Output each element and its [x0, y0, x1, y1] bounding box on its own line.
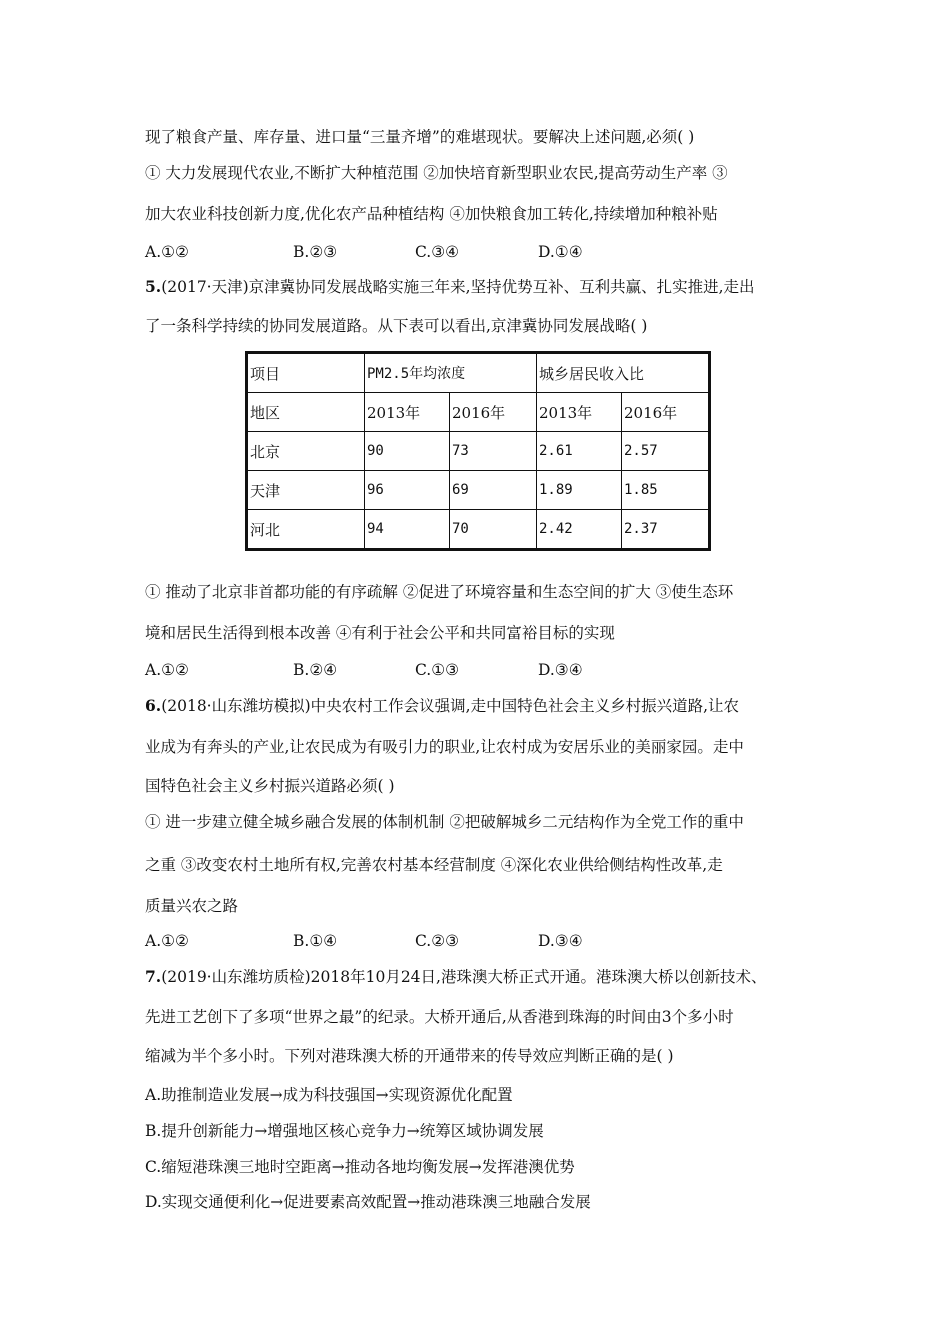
q5-option-b: B.②④	[293, 661, 338, 679]
q5-option-c: C.①③	[415, 661, 460, 679]
q4-option-b: B.②③	[293, 243, 338, 261]
q7-stem-text: (2019·山东潍坊质检)2018年10月24日,港珠澳大桥正式开通。港珠澳大桥以创新技术、	[161, 968, 767, 986]
table-year-header: 2013年	[537, 393, 622, 432]
q4-option-d: D.①④	[538, 243, 583, 261]
q6-stem-line: 业成为有奔头的产业,让农民成为有吸引力的职业,让农村成为安居乐业的美丽家园。走中	[145, 738, 744, 756]
table-corner-top: 项目	[247, 353, 365, 393]
q5-number: 5.	[145, 277, 162, 296]
q5-stem-line	[145, 277, 755, 297]
table-cell: 1.85	[622, 471, 710, 510]
table-year-row	[247, 393, 710, 432]
q4-items-line: ① 大力发展现代农业,不断扩大种植范围 ②加快培育新型职业农民,提高劳动生产率 ③	[145, 164, 728, 182]
table-year-header: 2013年	[365, 393, 450, 432]
q7-option-d: D.实现交通便利化→促进要素高效配置→推动港珠澳三地融合发展	[145, 1193, 591, 1211]
q6-stem-line	[145, 696, 739, 716]
table-cell: 2.61	[537, 432, 622, 471]
q7-option-b: B.提升创新能力→增强地区核心竞争力→统筹区域协调发展	[145, 1122, 544, 1140]
table-group-header-income-ratio: 城乡居民收入比	[537, 353, 710, 393]
table-row	[247, 471, 710, 510]
q7-option-a: A.助推制造业发展→成为科技强国→实现资源优化配置	[145, 1086, 513, 1104]
q4-option-c: C.③④	[415, 243, 460, 261]
q4-option-a: A.①②	[145, 243, 189, 261]
q6-items-line: 质量兴农之路	[145, 897, 239, 915]
q5-stem-line: 了一条科学持续的协同发展道路。从下表可以看出,京津冀协同发展战略( )	[145, 317, 648, 335]
q6-option-d: D.③④	[538, 932, 583, 950]
q6-option-c: C.②③	[415, 932, 460, 950]
q7-option-c: C.缩短港珠澳三地时空距离→推动各地均衡发展→发挥港澳优势	[145, 1158, 575, 1176]
q7-stem-line: 先进工艺创下了多项“世界之最”的纪录。大桥开通后,从香港到珠海的时间由3个多小时	[145, 1008, 734, 1026]
table-region-cell: 天津	[247, 471, 365, 510]
table-row	[247, 510, 710, 550]
table-cell: 1.89	[537, 471, 622, 510]
q7-number: 7.	[145, 967, 162, 986]
q5-items-line: 境和居民生活得到根本改善 ④有利于社会公平和共同富裕目标的实现	[145, 624, 615, 642]
table-cell: 2.57	[622, 432, 710, 471]
q6-option-b: B.①④	[293, 932, 338, 950]
table-group-header-pm25: PM2.5年均浓度	[365, 353, 537, 393]
table-row	[247, 432, 710, 471]
table-cell: 2.42	[537, 510, 622, 550]
table-region-cell: 河北	[247, 510, 365, 550]
q4-stem-line: 现了粮食产量、库存量、进口量“三量齐增”的难堪现状。要解决上述问题,必须( )	[145, 128, 695, 146]
table-year-header: 2016年	[450, 393, 537, 432]
q6-option-a: A.①②	[145, 932, 189, 950]
table-cell: 70	[450, 510, 537, 550]
data-table	[245, 351, 711, 551]
q5-items-line: ① 推动了北京非首都功能的有序疏解 ②促进了环境容量和生态空间的扩大 ③使生态环	[145, 583, 734, 601]
q5-option-d: D.③④	[538, 661, 583, 679]
q6-stem-text: (2018·山东潍坊模拟)中央农村工作会议强调,走中国特色社会主义乡村振兴道路,让农	[161, 697, 740, 715]
table-cell: 69	[450, 471, 537, 510]
table-cell: 2.37	[622, 510, 710, 550]
q6-number: 6.	[145, 696, 162, 715]
table-cell: 96	[365, 471, 450, 510]
q6-items-line: ① 进一步建立健全城乡融合发展的体制机制 ②把破解城乡二元结构作为全党工作的重中	[145, 813, 744, 831]
table-cell: 73	[450, 432, 537, 471]
q6-items-line: 之重 ③改变农村土地所有权,完善农村基本经营制度 ④深化农业供给侧结构性改革,走	[145, 856, 723, 874]
q5-stem-text: (2017·天津)京津冀协同发展战略实施三年来,坚持优势互补、互利共赢、扎实推进,走出	[161, 278, 755, 296]
q7-stem-line: 缩减为半个多小时。下列对港珠澳大桥的开通带来的传导效应判断正确的是( )	[145, 1047, 674, 1065]
q6-stem-line: 国特色社会主义乡村振兴道路必须( )	[145, 777, 395, 795]
table-corner-bottom: 地区	[247, 393, 365, 432]
table-region-cell: 北京	[247, 432, 365, 471]
q4-items-line: 加大农业科技创新力度,优化农产品种植结构 ④加快粮食加工转化,持续增加种粮补贴	[145, 205, 718, 223]
table-year-header: 2016年	[622, 393, 710, 432]
q5-option-a: A.①②	[145, 661, 189, 679]
table-cell: 90	[365, 432, 450, 471]
table-header-row	[247, 353, 710, 393]
q7-stem-line	[145, 967, 766, 987]
table-cell: 94	[365, 510, 450, 550]
